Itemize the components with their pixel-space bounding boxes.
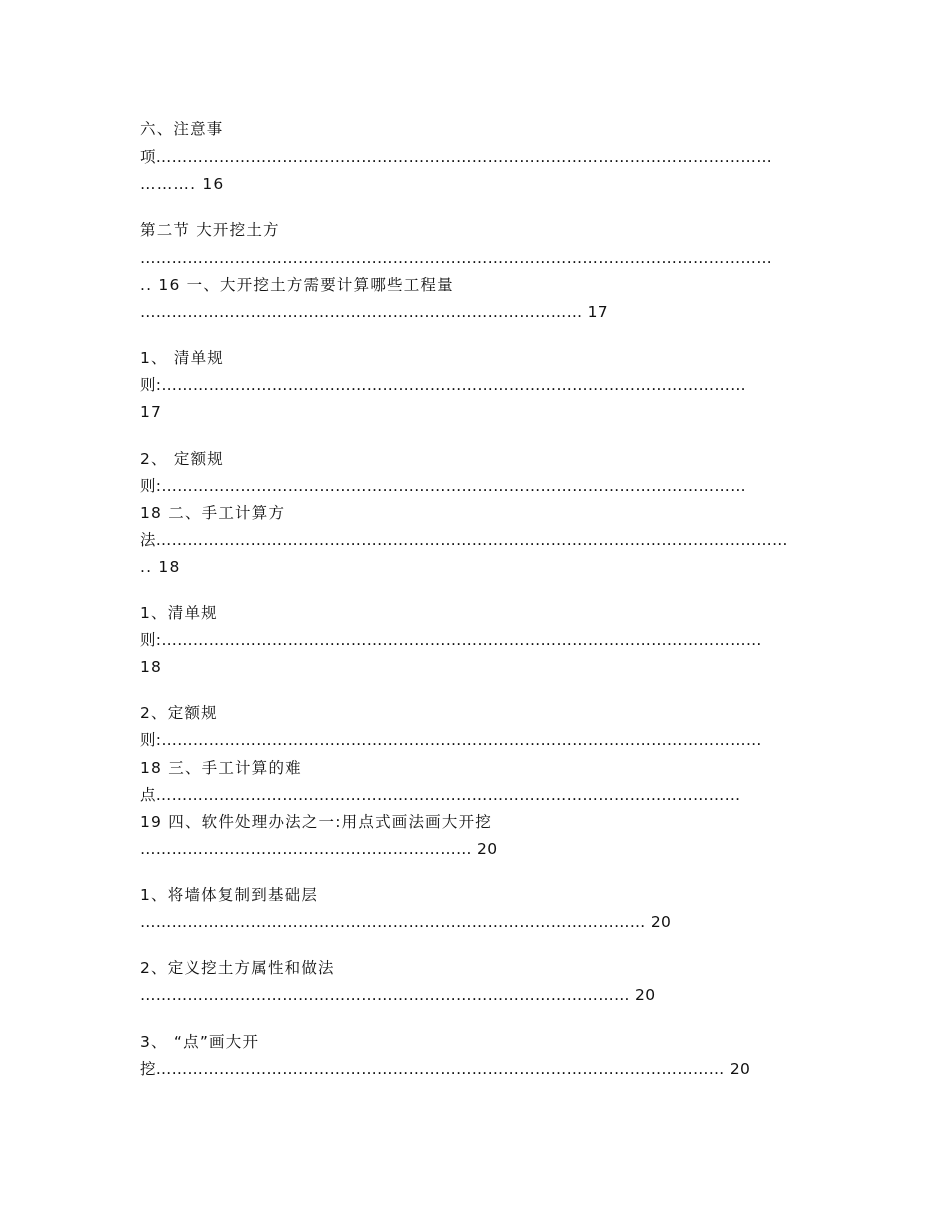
toc-entry-title: .. 16 一、大开挖土方需要计算哪些工程量 [140, 276, 454, 294]
toc-entry-title: 18 三、手工计算的难 [140, 759, 302, 777]
toc-entry-leader: 则:………………………………………………………………………………………………… [140, 477, 746, 495]
toc-entry-leader: 项……………………………………………………………………………………………………… [140, 148, 772, 166]
toc-entry-title: 3、 “点”画大开 [140, 1033, 260, 1051]
toc-entry-page: 挖……………………………………………………………………………………………… 20 [140, 1060, 751, 1078]
toc-entry-title: 2、 定额规 [140, 450, 224, 468]
toc-entry-title: 1、 清单规 [140, 349, 224, 367]
toc-entry-page: ………. 16 [140, 175, 225, 193]
toc-entry-page: ……………………………………………………… 20 [140, 840, 498, 858]
toc-entry-leader: 点………………………………………………………………………………………………… [140, 786, 741, 804]
toc-entry-title: 1、将墙体复制到基础层 [140, 886, 319, 904]
toc-entry-title: 18 二、手工计算方 [140, 504, 286, 522]
toc-entry-leader: 则:…………………………………………………………………………………………………… [140, 731, 762, 749]
toc-entry-title: 19 四、软件处理办法之一:用点式画法画大开挖 [140, 813, 492, 831]
toc-entry-title: 1、清单规 [140, 604, 218, 622]
toc-entry-page: ………………………………………………………………………… 17 [140, 303, 608, 321]
toc-entry-page: …………………………………………………………………………………… 20 [140, 913, 672, 931]
toc-entry-page: 17 [140, 403, 163, 421]
toc-entry-title: 2、定义挖土方属性和做法 [140, 959, 335, 977]
toc-entry-page: 18 [140, 658, 163, 676]
toc-entry-leader: 则:………………………………………………………………………………………………… [140, 376, 746, 394]
toc-entry-leader: ………………………………………………………………………………………………………… [140, 249, 772, 267]
toc-entry-leader: 则:…………………………………………………………………………………………………… [140, 631, 762, 649]
toc-entry-title: 2、定额规 [140, 704, 218, 722]
toc-entry-title: 第二节 大开挖土方 [140, 221, 280, 239]
toc-entry-page: .. 18 [140, 558, 181, 576]
toc-entry-leader: 法………………………………………………………………………………………………………… [140, 531, 788, 549]
toc-entry-page: ………………………………………………………………………………… 20 [140, 986, 656, 1004]
toc-entry-title: 六、注意事 [140, 120, 224, 138]
